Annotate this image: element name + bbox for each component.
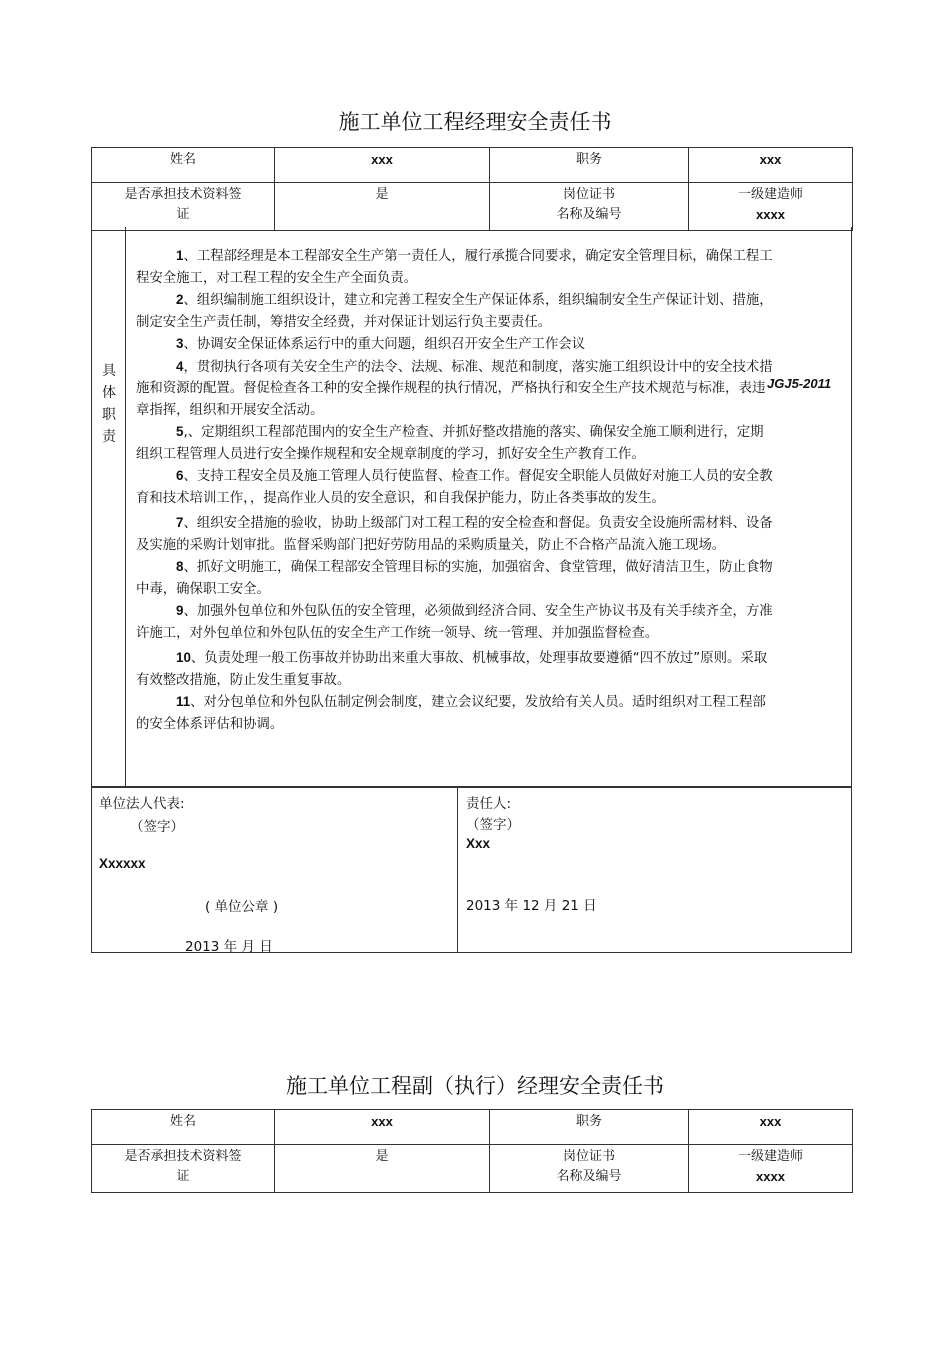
tech-sign-value: 是 [275,1145,490,1193]
doc1-title: 施工单位工程经理安全责任书 [338,110,612,134]
cert-label [490,183,689,231]
jgj-standard: JGJ5-2011 [767,376,832,391]
duty-item: 2、组织编制施工组织设计，建立和完善工程安全生产保证体系，组织编制安全生产保证计划、措施，制定安全生产责任制，筹措安全经费，并对保证计划运行负主要责任。 [136,292,773,330]
cert-value-line2: xxxx [756,207,785,222]
tech-sign-label [92,1145,275,1193]
duties-label-char: 责 [102,429,116,445]
name-label: 姓名 [92,148,275,183]
duty-item: 9、加强外包单位和外包队伍的安全管理，必须做到经济合同、安全生产协议书及有关手续齐全，方准许施工，对外包单位和外包队伍的安全生产工作统一领导、统一管理、并加强监督检查。 [136,603,773,641]
position-value: xxx [689,1110,853,1145]
legal-rep-label: 单位法人代表: [99,796,185,812]
duties-label [92,227,126,786]
position-label: 职务 [490,148,689,183]
duty-item: 8、抓好文明施工，确保工程部安全管理目标的实施，加强宿舍、食堂管理，做好清洁卫生，防止食物中毒，确保职工安全。 [136,559,773,597]
duties-section [91,227,852,787]
duty-item: 10、负责处理一般工伤事故并协助出来重大事故、机械事故，处理事故要遵循“四不放过”原则。采取有效整改措施，防止发生重复事故。 [136,650,768,688]
cert-value [689,1145,853,1193]
unit-seal: ( 单位公章 ) [205,899,279,915]
cert-label-line1: 岗位证书 [562,187,615,202]
position-value: xxx [689,148,853,183]
tech-sign-value: 是 [275,183,490,231]
duties-content [136,245,776,735]
duty-item: 1、工程部经理是本工程部安全生产第一责任人，履行承揽合同要求，确定安全管理目标，确保工程工程安全施工，对工程工程的安全生产全面负责。 [136,248,773,286]
name-label: 姓名 [92,1110,275,1145]
tech-sign-label-line1: 是否承担技术资料签 [124,187,242,202]
legal-name: Xxxxxx [99,856,146,871]
duty-item: 7、组织安全措施的验收，协助上级部门对工程工程的安全检查和督促。负责安全设施所需材料、设备及实施的采购计划审批。监督采购部门把好劳防用品的采购质量关，防止不合格产品流入施工现场。 [136,515,773,553]
duties-label-char: 职 [102,407,116,423]
legal-sign: （签字） [130,819,184,835]
doc2-title: 施工单位工程副（执行）经理安全责任书 [286,1074,664,1098]
cert-label-line1: 岗位证书 [562,1149,615,1164]
duties-label-char: 具 [102,363,116,379]
tech-sign-label-line2: 证 [176,1169,190,1184]
tech-sign-label [92,183,275,231]
responsible-date: 2013 年 12 月 21 日 [466,898,597,914]
duty-item: 6、支持工程安全员及施工管理人员行使监督、检查工作。督促安全职能人员做好对施工人员的安全教育和技术培训工作，，提高作业人员的安全意识，和自我保护能力，防止各类事故的发生。 [136,468,773,506]
cert-value [689,183,853,231]
cert-value-line2: xxxx [756,1169,785,1184]
responsible-name: Xxx [466,836,491,851]
cert-label-line2: 名称及编号 [556,1169,622,1184]
doc2-info-table [91,1109,853,1193]
tech-sign-label-line2: 证 [176,207,190,222]
duty-item: 11、对分包单位和外包队伍制定例会制度，建立会议纪要，发放给有关人员。适时组织对工程工程部的安全体系评估和协调。 [136,694,766,732]
signature-divider [457,788,458,952]
duties-label-char: 体 [102,385,116,401]
signature-section [91,787,852,953]
tech-sign-label-line1: 是否承担技术资料签 [124,1149,242,1164]
position-label: 职务 [490,1110,689,1145]
name-value: xxx [275,1110,490,1145]
doc1-info-table [91,147,853,231]
duty-item: 4，贯彻执行各项有关安全生产的法令、法规、标准、规范和制度，落实施工组织设计中的安全技术措施和资源的配置。督促检查各工种的安全操作规程的执行情况，严格执行和安全生产技术规范与标准，表违章指挥，组织和开展安全活动。 [136,358,773,418]
responsible-sign: （签字） [466,817,520,833]
cert-value-line1: 一级建造师 [737,1149,803,1164]
name-value: xxx [275,148,490,183]
cert-value-line1: 一级建造师 [737,187,803,202]
responsible-label: 责任人: [466,796,512,812]
duty-item: 5,、定期组织工程部范围内的安全生产检查、并抓好整改措施的落实、确保安全施工顺利进行，定期组织工程管理人员进行安全操作规程和安全规章制度的学习，抓好安全生产教育工作。 [136,424,764,462]
duty-item: 3、协调安全保证体系运行中的重大问题，组织召开安全生产工作会议 [176,336,586,352]
cert-label [490,1145,689,1193]
legal-date: 2013 年 月 日 [185,939,273,955]
cert-label-line2: 名称及编号 [556,207,622,222]
